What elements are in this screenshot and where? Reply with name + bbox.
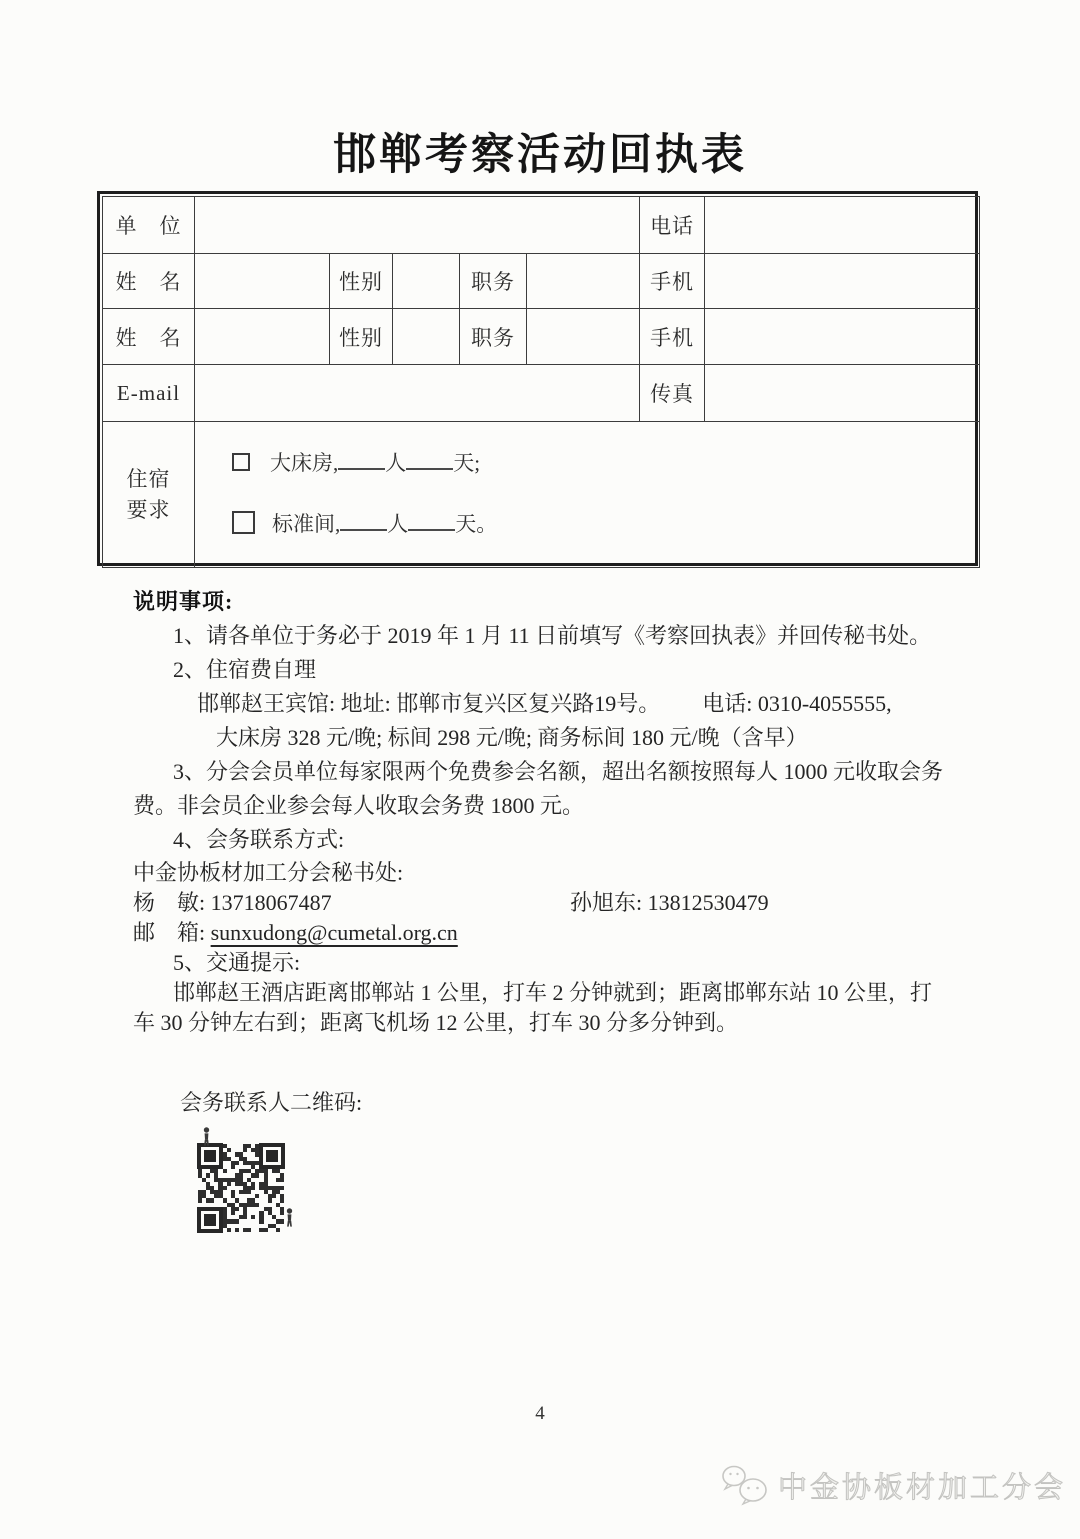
contact-org: 中金协板材加工分会秘书处: bbox=[133, 860, 404, 885]
reply-form-table bbox=[97, 191, 978, 566]
position2-input-cell[interactable] bbox=[527, 309, 640, 365]
position1-input-cell[interactable] bbox=[527, 254, 640, 309]
mobile1-label: 手机 bbox=[640, 254, 705, 309]
lodging-label-line1: 住宿 bbox=[126, 466, 171, 491]
mobile2-label: 手机 bbox=[640, 309, 705, 365]
lodging-label-line2: 要求 bbox=[126, 497, 171, 522]
table-row bbox=[103, 365, 980, 422]
person-icon bbox=[201, 1127, 212, 1146]
qr-finder-icon bbox=[197, 1143, 223, 1169]
email-label: E-mail bbox=[103, 365, 195, 422]
notes-section bbox=[133, 585, 991, 1038]
gender1-label: 性别 bbox=[330, 254, 393, 309]
standard-room-checkbox[interactable] bbox=[232, 511, 255, 534]
notes-heading: 说明事项: bbox=[133, 589, 234, 614]
note-item-1: 1、请各单位于务必于 2019 年 1 月 11 日前填写《考察回执表》并回传秘书处。 bbox=[173, 623, 932, 648]
lodging-options-cell bbox=[195, 422, 980, 568]
king-room-days-suffix: 天; bbox=[453, 451, 481, 475]
note-item-5: 5、交通提示: bbox=[173, 950, 301, 975]
note-item-3-line1: 3、分会会员单位每家限两个免费参会名额，超出名额按照每人 1000 元收取会务 bbox=[173, 759, 944, 784]
table-row bbox=[103, 197, 980, 254]
note-item-5-line1: 邯郸赵王酒店距离邯郸站 1 公里，打车 2 分钟就到；距离邯郸东站 10 公里，打 bbox=[173, 980, 933, 1005]
gender2-input-cell[interactable] bbox=[393, 309, 460, 365]
hotel-phone: 电话: 0310-4055555, bbox=[702, 691, 892, 716]
king-room-people-blank[interactable] bbox=[338, 452, 385, 470]
table-row bbox=[103, 422, 980, 568]
person-icon bbox=[284, 1208, 295, 1227]
qr-finder-icon bbox=[259, 1143, 285, 1169]
watermark-text: 中金协板材加工分会 bbox=[777, 1471, 1066, 1504]
table-row bbox=[103, 254, 980, 309]
lodging-label bbox=[103, 422, 195, 568]
note-item-5-line2: 车 30 分钟左右到；距离飞机场 12 公里，打车 30 分多分钟到。 bbox=[133, 1010, 739, 1035]
standard-room-option bbox=[232, 508, 979, 538]
contact-line bbox=[133, 888, 991, 918]
unit-label: 单 位 bbox=[103, 197, 195, 254]
king-room-text: 大床房, bbox=[270, 451, 339, 475]
page-number: 4 bbox=[535, 1403, 545, 1424]
position1-label: 职务 bbox=[460, 254, 527, 309]
king-room-checkbox[interactable] bbox=[232, 453, 250, 471]
table-row bbox=[103, 309, 980, 365]
king-room-days-blank[interactable] bbox=[406, 452, 453, 470]
standard-room-people-suffix: 人 bbox=[387, 512, 409, 536]
note-price-line: 大床房 328 元/晚; 标间 298 元/晚; 商务标间 180 元/晚（含早） bbox=[216, 725, 808, 750]
standard-room-people-blank[interactable] bbox=[340, 513, 387, 531]
contact-email-value: sunxudong@cumetal.org.cn bbox=[210, 920, 458, 945]
name1-input-cell[interactable] bbox=[195, 254, 330, 309]
email-input-cell[interactable] bbox=[195, 365, 640, 422]
gender2-label: 性别 bbox=[330, 309, 393, 365]
note-item-2: 2、住宿费自理 bbox=[173, 657, 317, 682]
mobile2-input-cell[interactable] bbox=[705, 309, 980, 365]
note-hotel-line bbox=[133, 687, 991, 721]
footer-watermark bbox=[720, 1463, 1066, 1507]
unit-input-cell[interactable] bbox=[195, 197, 640, 254]
page-title: 邯郸考察活动回执表 bbox=[333, 131, 747, 179]
hotel-address: 邯郸赵王宾馆: 地址: 邯郸市复兴区复兴路19号。 bbox=[197, 691, 661, 716]
phone-input-cell[interactable] bbox=[705, 197, 980, 254]
contact-email-label: 邮 箱: bbox=[133, 920, 211, 945]
gender1-input-cell[interactable] bbox=[393, 254, 460, 309]
phone-label: 电话 bbox=[640, 197, 705, 254]
king-room-people-suffix: 人 bbox=[385, 451, 407, 475]
qr-finder-icon bbox=[197, 1207, 223, 1233]
contact-yang: 杨 敏: 13718067487 bbox=[133, 890, 332, 915]
standard-room-days-blank[interactable] bbox=[408, 513, 455, 531]
name2-input-cell[interactable] bbox=[195, 309, 330, 365]
note-item-3-line2: 费。非会员企业参会每人收取会务费 1800 元。 bbox=[133, 793, 585, 818]
mobile1-input-cell[interactable] bbox=[705, 254, 980, 309]
king-room-option bbox=[232, 447, 979, 477]
wechat-icon bbox=[720, 1463, 772, 1507]
standard-room-days-suffix: 天。 bbox=[455, 512, 498, 536]
position2-label: 职务 bbox=[460, 309, 527, 365]
name2-label: 姓 名 bbox=[103, 309, 195, 365]
contact-sun: 孙旭东: 13812530479 bbox=[570, 890, 769, 915]
name1-label: 姓 名 bbox=[103, 254, 195, 309]
standard-room-text: 标准间, bbox=[272, 512, 341, 536]
fax-label: 传真 bbox=[640, 365, 705, 422]
note-item-4: 4、会务联系方式: bbox=[173, 827, 345, 852]
qr-code bbox=[198, 1144, 284, 1232]
contact-email-line bbox=[133, 918, 991, 948]
fax-input-cell[interactable] bbox=[705, 365, 980, 422]
qr-section-label: 会务联系人二维码: bbox=[180, 1090, 363, 1115]
